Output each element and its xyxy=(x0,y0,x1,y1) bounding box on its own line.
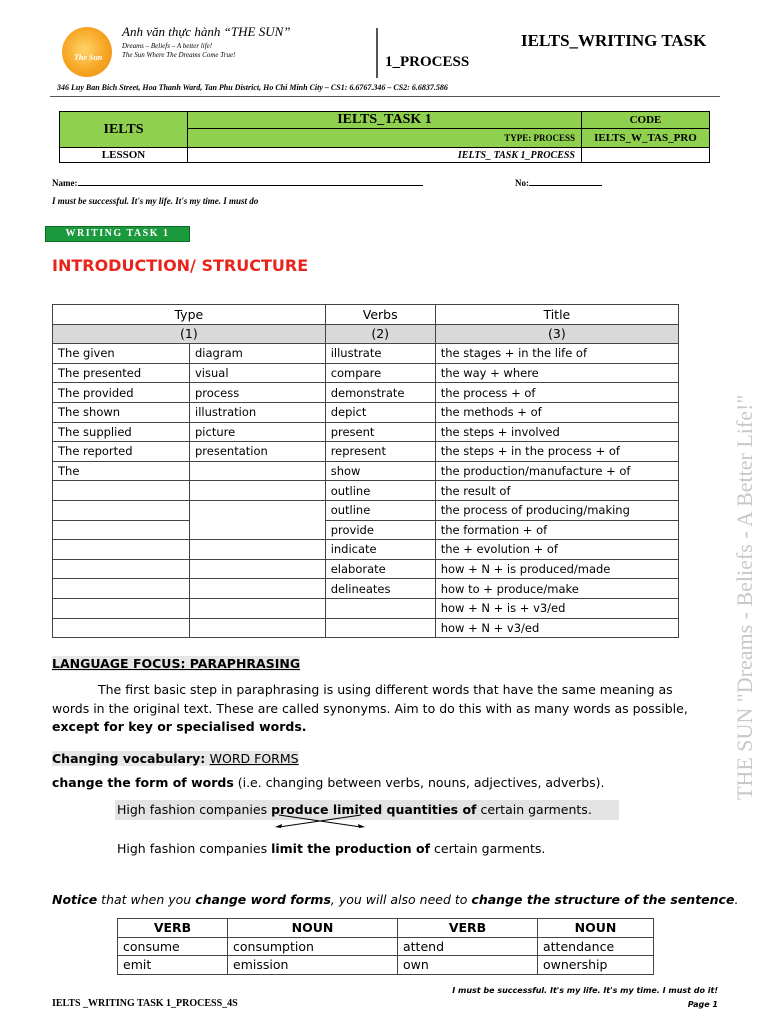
task-cell: IELTS_TASK 1 xyxy=(188,112,582,129)
table-row xyxy=(53,618,679,638)
vn-cell: attend xyxy=(398,937,538,956)
notice-a: Notice xyxy=(52,892,98,907)
table-cell xyxy=(190,579,326,599)
subheader-3: (3) xyxy=(435,324,678,344)
table-cell xyxy=(53,540,190,560)
footer-motto: I must be successful. It's my life. It's my time. I must do it! xyxy=(452,986,718,995)
table-row xyxy=(53,520,679,540)
example-paraphrased xyxy=(117,841,545,856)
example2-b: limit the production of xyxy=(271,841,431,856)
table-cell: depict xyxy=(325,402,435,422)
table-cell: The xyxy=(53,461,190,481)
table-cell xyxy=(190,500,326,539)
changing-vocab-rest: WORD FORMS xyxy=(209,751,299,766)
table-cell: demonstrate xyxy=(325,383,435,403)
table-cell xyxy=(190,461,326,481)
table-cell: process xyxy=(190,383,326,403)
address: 346 Luy Ban Bich Street, Hoa Thanh Ward, Tan Phu District, Ho Chi Minh City – CS1: 6.6767.346 – CS2: 6.6837.586 xyxy=(57,83,448,92)
notice-line xyxy=(52,892,738,907)
number-label: No: xyxy=(515,178,529,188)
table-cell: how + N + is + v3/ed xyxy=(435,598,678,618)
table-cell: indicate xyxy=(325,540,435,560)
paraphrase-paragraph xyxy=(52,681,712,737)
table-cell: presentation xyxy=(190,442,326,462)
table-cell xyxy=(190,559,326,579)
table-row xyxy=(53,579,679,599)
table-cell: present xyxy=(325,422,435,442)
tagline: Dreams – Beliefs – A better life! xyxy=(122,42,213,50)
vn-cell: consume xyxy=(118,937,228,956)
code-label-cell: CODE xyxy=(582,112,710,129)
sun-logo-icon xyxy=(62,27,112,77)
example1-a: High fashion companies xyxy=(117,802,272,817)
notice-d: , you will also need to xyxy=(330,892,472,907)
table-cell: illustration xyxy=(190,402,326,422)
vn-cell: consumption xyxy=(228,937,398,956)
subheader-1: (1) xyxy=(53,324,326,344)
table-cell xyxy=(53,598,190,618)
motto: I must be successful. It's my life. It's my time. I must do xyxy=(52,196,259,206)
lesson-info-table xyxy=(59,111,710,163)
paragraph-text: The first basic step in paraphrasing is using different words that have the same meaning as words in the original text. These are called synonyms. Aim to do this with as many words as possible, xyxy=(52,682,688,716)
table-cell xyxy=(53,500,190,520)
verb-noun-table xyxy=(117,918,654,975)
table-row xyxy=(53,422,679,442)
table-cell: The shown xyxy=(53,402,190,422)
table-row xyxy=(53,500,679,520)
table-cell: show xyxy=(325,461,435,481)
table-cell: compare xyxy=(325,363,435,383)
table-row xyxy=(53,461,679,481)
page-number: Page 1 xyxy=(687,1000,718,1009)
swap-arrows-icon xyxy=(275,814,365,828)
table-cell: the methods + of xyxy=(435,402,678,422)
table-cell: diagram xyxy=(190,344,326,364)
name-label: Name: xyxy=(52,178,78,188)
notice-c: change word forms xyxy=(195,892,331,907)
ielts-cell: IELTS xyxy=(60,112,188,148)
paragraph-bold: except for key or specialised words. xyxy=(52,719,307,734)
table-cell: the + evolution + of xyxy=(435,540,678,560)
lesson-value-cell: IELTS_ TASK 1_PROCESS xyxy=(188,148,582,163)
number-blank[interactable] xyxy=(529,177,602,186)
table-cell: how to + produce/make xyxy=(435,579,678,599)
table-cell: The presented xyxy=(53,363,190,383)
code-value-cell: IELTS_W_TAS_PRO xyxy=(582,129,710,148)
notice-e: change the structure of the sentence xyxy=(471,892,735,907)
structure-table xyxy=(52,304,679,638)
table-row xyxy=(53,344,679,364)
subheader-2: (2) xyxy=(325,324,435,344)
table-cell: outline xyxy=(325,500,435,520)
lesson-label-cell: LESSON xyxy=(60,148,188,163)
footer-doc-name: IELTS _WRITING TASK 1_PROCESS_4S xyxy=(52,998,238,1009)
logo-text: The Sun xyxy=(74,53,103,62)
example2-c: certain garments. xyxy=(430,841,546,856)
header-verbs: Verbs xyxy=(325,305,435,325)
table-cell xyxy=(325,618,435,638)
document-title: IELTS_WRITING TASK xyxy=(521,31,707,50)
section-badge: WRITING TASK 1 xyxy=(45,226,190,242)
table-cell: picture xyxy=(190,422,326,442)
example-original xyxy=(115,800,619,820)
table-cell xyxy=(190,540,326,560)
change-form-line xyxy=(52,775,605,790)
vn-cell: own xyxy=(398,956,538,975)
table-row xyxy=(53,363,679,383)
table-cell: The supplied xyxy=(53,422,190,442)
table-cell: outline xyxy=(325,481,435,501)
header-rule xyxy=(50,96,720,97)
table-cell: illustrate xyxy=(325,344,435,364)
table-cell: the result of xyxy=(435,481,678,501)
table-cell xyxy=(53,481,190,501)
header-title: Title xyxy=(435,305,678,325)
table-row xyxy=(53,442,679,462)
table-cell xyxy=(190,598,326,618)
table-cell xyxy=(53,579,190,599)
change-form-bold: change the form of words xyxy=(52,775,234,790)
notice-f: . xyxy=(734,892,739,907)
table-cell: delineates xyxy=(325,579,435,599)
vn-header-1: VERB xyxy=(118,919,228,938)
table-cell xyxy=(190,618,326,638)
vn-cell: emit xyxy=(118,956,228,975)
table-row xyxy=(53,383,679,403)
tagline-secondary: The Sun Where The Dreams Come True! xyxy=(122,51,236,59)
table-cell: the steps + in the process + of xyxy=(435,442,678,462)
change-form-rest: (i.e. changing between verbs, nouns, adjectives, adverbs). xyxy=(233,775,605,790)
changing-vocab-heading xyxy=(52,751,299,766)
table-cell: The provided xyxy=(53,383,190,403)
example1-c: certain garments. xyxy=(476,802,592,817)
table-cell: the stages + in the life of xyxy=(435,344,678,364)
notice-b: that when you xyxy=(97,892,196,907)
table-cell xyxy=(53,559,190,579)
vn-cell: attendance xyxy=(538,937,654,956)
table-cell: the way + where xyxy=(435,363,678,383)
vn-header-2: NOUN xyxy=(228,919,398,938)
vn-header-3: VERB xyxy=(398,919,538,938)
name-field[interactable] xyxy=(52,177,442,188)
table-cell: how + N + v3/ed xyxy=(435,618,678,638)
table-cell xyxy=(53,618,190,638)
name-blank[interactable] xyxy=(78,177,423,186)
table-cell xyxy=(190,481,326,501)
vn-header-4: NOUN xyxy=(538,919,654,938)
table-row xyxy=(53,559,679,579)
header-type: Type xyxy=(53,305,326,325)
table-cell: The given xyxy=(53,344,190,364)
vn-cell: ownership xyxy=(538,956,654,975)
table-cell: visual xyxy=(190,363,326,383)
type-cell: TYPE: PROCESS xyxy=(188,129,582,148)
table-row xyxy=(53,481,679,501)
table-row xyxy=(53,540,679,560)
table-cell: provide xyxy=(325,520,435,540)
lesson-empty-cell xyxy=(582,148,710,163)
table-cell: elaborate xyxy=(325,559,435,579)
school-name: Anh văn thực hành “THE SUN” xyxy=(122,24,291,39)
table-cell: the process + of xyxy=(435,383,678,403)
document-subtitle: 1_PROCESS xyxy=(385,54,470,70)
watermark: THE SUN "Dreams - Beliefs - A Better Life!" xyxy=(732,394,757,800)
section-title: INTRODUCTION/ STRUCTURE xyxy=(52,256,309,275)
language-focus-heading: LANGUAGE FOCUS: PARAPHRASING xyxy=(52,656,301,671)
table-row xyxy=(53,402,679,422)
table-cell: the formation + of xyxy=(435,520,678,540)
changing-vocab-lead: Changing vocabulary: xyxy=(52,751,210,766)
table-cell: the production/manufacture + of xyxy=(435,461,678,481)
table-cell: the steps + involved xyxy=(435,422,678,442)
table-cell: represent xyxy=(325,442,435,462)
table-cell: The reported xyxy=(53,442,190,462)
table-cell: the process of producing/making xyxy=(435,500,678,520)
table-cell xyxy=(53,520,190,540)
example1-b: produce limited quantities of xyxy=(271,802,477,817)
table-row xyxy=(53,598,679,618)
number-field[interactable] xyxy=(515,177,602,188)
table-cell xyxy=(325,598,435,618)
vn-cell: emission xyxy=(228,956,398,975)
example2-a: High fashion companies xyxy=(117,841,272,856)
table-cell: how + N + is produced/made xyxy=(435,559,678,579)
header-divider xyxy=(376,28,378,78)
